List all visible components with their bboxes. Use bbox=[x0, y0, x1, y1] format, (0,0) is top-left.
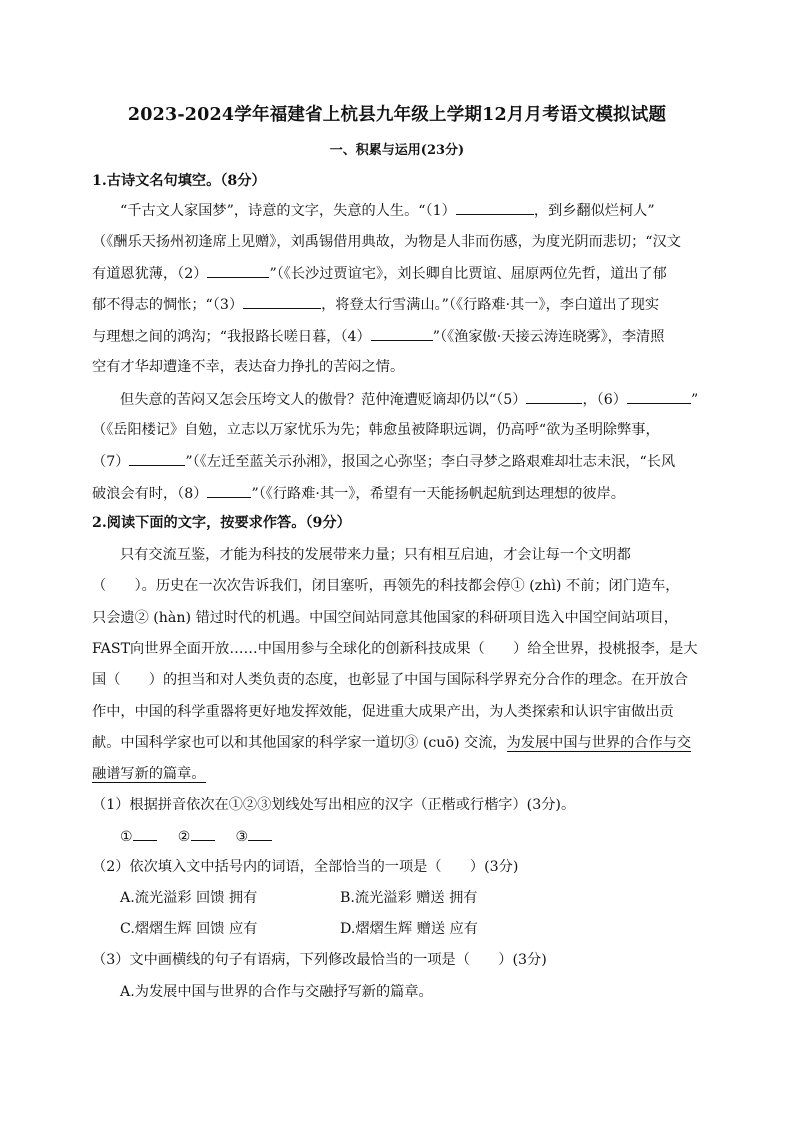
q2-paragraph-line: （ ）。历史在一次次告诉我们，闭目塞听，再领先的科技都会停① (zhì) 不前；闭门造车， bbox=[92, 578, 680, 594]
sub-question-2: （2）依次填入文中括号内的词语，全部恰当的一项是（ ）(3分) bbox=[92, 859, 519, 875]
option-c: C.熠熠生辉 回馈 应有 bbox=[120, 921, 258, 937]
answer-blank bbox=[248, 826, 272, 841]
q2-paragraph-line: 只会遗② (hàn) 错过时代的机遇。中国空间站同意其他国家的科研项目选入中国空间站项目， bbox=[92, 610, 678, 626]
answer-blank bbox=[243, 294, 321, 309]
answer-blank bbox=[456, 200, 534, 215]
option-d: D.熠熠生辉 赠送 应有 bbox=[340, 921, 478, 937]
q2-paragraph-line: 只有交流互鉴，才能为科技的发展带来力量；只有相互启迪，才会让每一个文明都 bbox=[120, 547, 631, 563]
q1-line: 与理想之间的鸿沟；“我报路长嗟日暮，（4） ”（《渔家傲·天接云涛连晓雾》，李清照 bbox=[92, 326, 664, 347]
option-b: B.流光溢彩 赠送 拥有 bbox=[340, 890, 478, 906]
answer-blank bbox=[627, 389, 691, 404]
question-2-heading: 2.阅读下面的文字，按要求作答。（9分） bbox=[92, 515, 351, 531]
answer-blank bbox=[371, 326, 433, 341]
q2-paragraph-line: 作中，中国的科学重器将更好地发挥效能，促进重大成果产出，为人类探索和认识宇宙做出贡 bbox=[92, 704, 674, 720]
q1-line: 但失意的苦闷又怎会压垮文人的傲骨？范仲淹遭贬谪却仍以“（5） ，（6） ” bbox=[120, 389, 698, 410]
answer-blank bbox=[133, 826, 157, 841]
sub-question-3-option-a: A.为发展中国与世界的合作与交融抒写新的篇章。 bbox=[120, 984, 433, 1000]
q1-line: 空有才华却遭逢不幸，表达奋力挣扎的苦闷之情。 bbox=[92, 359, 405, 375]
q1-line: 有道恩犹薄，（2） ”（《长沙过贾谊宅》，刘长卿自比贾谊、屈原两位先哲，道出了郁 bbox=[92, 263, 667, 284]
sub-question-1-blanks: ① ② ③ bbox=[120, 826, 272, 847]
answer-blank bbox=[129, 451, 185, 466]
q2-paragraph-line: 献。中国科学家也可以和其他国家的科学家一道切③ (cuō) 交流，为发展中国与世界的合作与交 bbox=[92, 735, 692, 751]
answer-blank bbox=[207, 483, 251, 498]
q2-paragraph-line: FAST向世界全面开放……中国用参与全球化的创新科技成果（ ）给全世界，投桃报李，是大 bbox=[92, 641, 698, 657]
q1-line: 郁不得志的惆怅；“（3） ，将登太行雪满山。”（《行路难·其一》，李白道出了现实 bbox=[92, 294, 659, 315]
q1-line: （《酬乐天扬州初逢席上见赠》，刘禹锡借用典故，为物是人非而伤感，为度光阴而悲切；“汉文 bbox=[92, 234, 681, 250]
option-a: A.流光溢彩 回馈 拥有 bbox=[120, 890, 258, 906]
underlined-sentence: 融谱写新的篇章。 bbox=[92, 766, 206, 782]
q1-line: 破浪会有时，（8） ”（《行路难·其一》，希望有一天能扬帆起航到达理想的彼岸。 bbox=[92, 483, 625, 504]
section-heading: 一、积累与运用(23分) bbox=[329, 143, 465, 158]
sub-question-1: （1）根据拼音依次在①②③划线处写出相应的汉字（正楷或行楷字）(3分)。 bbox=[92, 797, 576, 813]
answer-blank bbox=[191, 826, 215, 841]
answer-blank bbox=[526, 389, 582, 404]
exam-title: 2023-2024学年福建省上杭县九年级上学期12月月考语文模拟试题 bbox=[127, 105, 667, 125]
q1-line: （《岳阳楼记》自勉，立志以万家忧乐为先；韩愈虽被降职远调，仍高呼“欲为圣明除弊事， bbox=[92, 422, 660, 438]
question-1-heading: 1.古诗文名句填空。（8分） bbox=[92, 173, 266, 189]
q2-paragraph-line bbox=[92, 764, 206, 784]
q1-line: （7） ”（《左迁至蓝关示孙湘》，报国之心弥坚；李白寻梦之路艰难却壮志未泯，“长风 bbox=[92, 451, 675, 472]
answer-blank bbox=[207, 263, 269, 278]
q2-paragraph-line: 国（ ）的担当和对人类负责的态度，也彰显了中国与国际科学界充分合作的理念。在开放合 bbox=[92, 672, 688, 688]
q1-line: “千古文人家国梦”，诗意的文字，失意的人生。“（1） ，到乡翻似烂柯人” bbox=[120, 200, 655, 221]
underlined-sentence: 为发展中国与世界的合作与交 bbox=[506, 735, 692, 751]
sub-question-3: （3）文中画横线的句子有语病，下列修改最恰当的一项是（ ）(3分) bbox=[92, 952, 547, 968]
